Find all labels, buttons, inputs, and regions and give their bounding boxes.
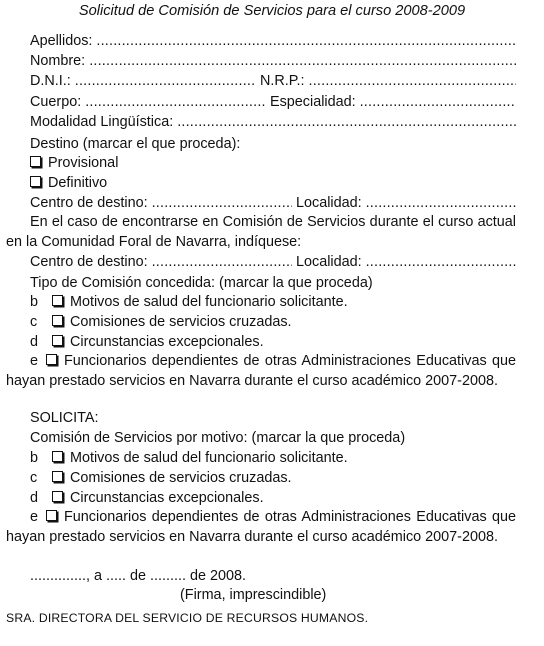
checkbox-icon[interactable] (52, 491, 63, 502)
modalidad-label: Modalidad Lingüística: (30, 114, 174, 130)
por-motivo-item-d[interactable] (30, 488, 264, 508)
item-text: Motivos de salud del funcionario solicitante. (70, 450, 348, 466)
destino-label: Destino (marcar el que proceda): (30, 136, 241, 152)
checkbox-icon[interactable] (46, 510, 57, 521)
nrp-field[interactable] (260, 71, 516, 91)
tipo-comision-item-e[interactable] (6, 352, 516, 391)
localidad-label: Localidad: (296, 254, 362, 270)
centro-destino-field[interactable] (30, 193, 292, 213)
comision-actual-paragraph (6, 213, 516, 252)
dni-label: D.N.I.: (30, 73, 71, 89)
dni-field[interactable] (30, 71, 256, 91)
checkbox-icon[interactable] (52, 315, 63, 326)
checkbox-icon[interactable] (30, 156, 41, 167)
item-letter: d (30, 490, 39, 506)
cuerpo-blank[interactable] (85, 92, 266, 112)
nrp-blank[interactable] (309, 71, 516, 91)
centro-destino-blank[interactable] (152, 252, 292, 272)
nrp-label: N.R.P.: (260, 73, 305, 89)
nombre-field[interactable] (30, 51, 516, 71)
comision-actual-text: En el caso de encontrarse en Comisión de Servicios durante el curso actual en la Comunidad Foral de Navarra, indíquese: (6, 214, 516, 250)
localidad-field[interactable] (296, 193, 516, 213)
checkbox-icon[interactable] (30, 176, 41, 187)
nombre-blank[interactable] (89, 51, 516, 71)
form-title: Solicitud de Comisión de Servicios para el curso 2008-2009 (78, 3, 466, 19)
item-letter: d (30, 334, 39, 350)
apellidos-blank[interactable] (96, 31, 516, 51)
tipo-comision-label: Tipo de Comisión concedida: (marcar la que proceda) (30, 275, 373, 291)
item-letter: c (30, 314, 38, 330)
tipo-comision-item-c[interactable] (30, 312, 292, 332)
item-letter: c (30, 470, 38, 486)
especialidad-blank[interactable] (360, 92, 516, 112)
modalidad-blank[interactable] (177, 112, 516, 132)
item-text: Comisiones de servicios cruzadas. (70, 314, 292, 330)
item-text: Funcionarios dependientes de otras Administraciones Educativas que hayan prestado servicios en Navarra durante el curso académico 2007-2008. (6, 509, 516, 545)
modalidad-field[interactable] (30, 112, 516, 132)
apellidos-label: Apellidos: (30, 33, 93, 49)
por-motivo-item-e[interactable] (6, 508, 516, 547)
item-text: Circunstancias excepcionales. (70, 490, 264, 506)
item-text: Circunstancias excepcionales. (70, 334, 264, 350)
destinatario: SRA. DIRECTORA DEL SERVICIO DE RECURSOS HUMANOS. (6, 611, 369, 625)
item-text: Motivos de salud del funcionario solicitante. (70, 294, 348, 310)
checkbox-icon[interactable] (52, 335, 63, 346)
item-letter: e (30, 509, 39, 525)
destino-option-provisional[interactable] (30, 153, 118, 173)
destino-option-label: Provisional (48, 155, 119, 171)
apellidos-field[interactable] (30, 31, 516, 51)
especialidad-field[interactable] (270, 92, 516, 112)
tipo-comision-item-d[interactable] (30, 332, 264, 352)
cuerpo-field[interactable] (30, 92, 266, 112)
firma-note: (Firma, imprescindible) (180, 587, 327, 603)
centro-destino-blank[interactable] (152, 193, 292, 213)
fecha-line[interactable]: .............., a ..... de ......... de 2008. (30, 568, 246, 584)
item-letter: e (30, 353, 39, 369)
centro-destino-label: Centro de destino: (30, 254, 148, 270)
nombre-label: Nombre: (30, 53, 86, 69)
solicita-heading: SOLICITA: (30, 410, 99, 426)
especialidad-label: Especialidad: (270, 94, 356, 110)
localidad-field-2[interactable] (296, 252, 516, 272)
item-text: Funcionarios dependientes de otras Administraciones Educativas que hayan prestado servicios en Navarra durante el curso académico 2007-2008. (6, 353, 516, 389)
cuerpo-label: Cuerpo: (30, 94, 82, 110)
destino-option-definitivo[interactable] (30, 173, 107, 193)
localidad-blank[interactable] (366, 193, 516, 213)
checkbox-icon[interactable] (46, 354, 57, 365)
item-letter: b (30, 450, 39, 466)
centro-destino-label: Centro de destino: (30, 195, 148, 211)
item-letter: b (30, 294, 39, 310)
checkbox-icon[interactable] (52, 295, 63, 306)
checkbox-icon[interactable] (52, 471, 63, 482)
item-text: Comisiones de servicios cruzadas. (70, 470, 292, 486)
localidad-blank[interactable] (366, 252, 516, 272)
destino-option-label: Definitivo (48, 175, 108, 191)
centro-destino-field-2[interactable] (30, 252, 292, 272)
tipo-comision-item-b[interactable] (30, 292, 348, 312)
por-motivo-item-c[interactable] (30, 468, 292, 488)
localidad-label: Localidad: (296, 195, 362, 211)
por-motivo-label: Comisión de Servicios por motivo: (marcar la que proceda) (30, 430, 406, 446)
por-motivo-item-b[interactable] (30, 448, 348, 468)
dni-blank[interactable] (75, 71, 256, 91)
checkbox-icon[interactable] (52, 451, 63, 462)
